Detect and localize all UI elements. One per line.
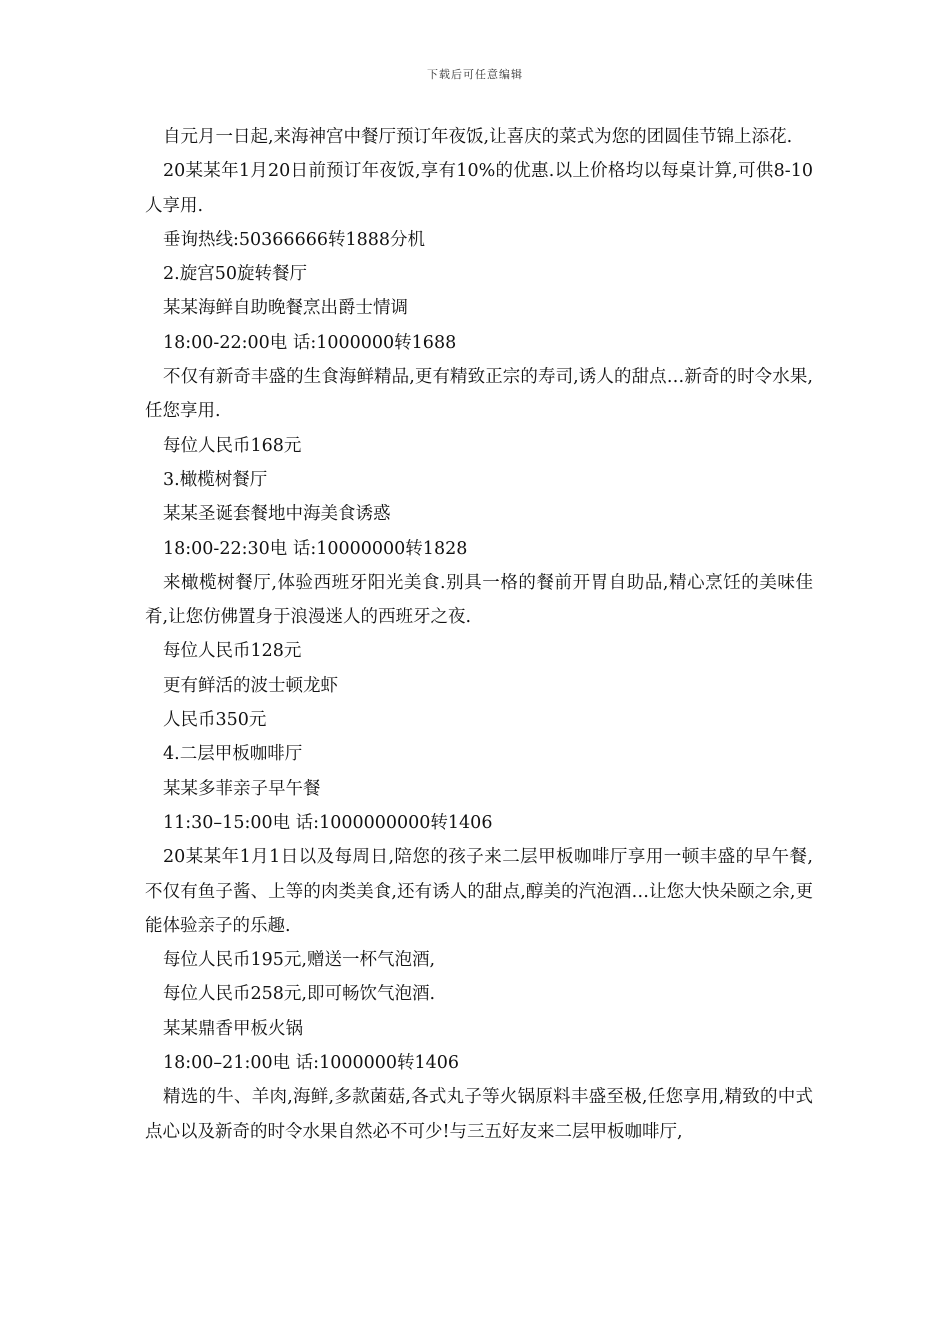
paragraph: 18:00-22:00电 话:1000000转1688 — [163, 332, 457, 353]
paragraph: 自元月一日起,来海神宫中餐厅预订年夜饭,让喜庆的菜式为您的团圆佳节锦上添花. — [163, 127, 793, 147]
paragraph: 18:00-22:30电 话:10000000转1828 — [163, 538, 468, 559]
paragraph: 每位人民币258元,即可畅饮气泡酒. — [163, 984, 436, 1005]
paragraph: 18:00–21:00电 话:1000000转1406 — [163, 1053, 460, 1074]
paragraph: 不仅有新奇丰盛的生食海鲜精品,更有精致正宗的寿司,诱人的甜点…新奇的时令水果,任您享用. — [145, 367, 813, 422]
paragraph: 每位人民币128元 — [163, 641, 302, 662]
paragraph: 某某圣诞套餐地中海美食诱惑 — [163, 504, 391, 525]
paragraph: 3.橄榄树餐厅 — [163, 469, 268, 490]
paragraph: 每位人民币195元,赠送一杯气泡酒, — [163, 950, 436, 971]
page-header: 下载后可任意编辑 — [427, 68, 523, 81]
paragraph: 人民币350元 — [163, 710, 267, 731]
paragraph: 20某某年1月20日前预订年夜饭,享有10%的优惠.以上价格均以每桌计算,可供8-10人享用. — [145, 161, 813, 216]
paragraph: 垂询热线:50366666转1888分机 — [163, 229, 426, 250]
paragraph: 4.二层甲板咖啡厅 — [163, 744, 303, 765]
paragraph: 11:30–15:00电 话:1000000000转1406 — [163, 812, 493, 833]
paragraph: 2.旋宫50旋转餐厅 — [163, 264, 307, 285]
document-body — [145, 120, 813, 1149]
paragraph: 每位人民币168元 — [163, 435, 302, 456]
paragraph: 精选的牛、羊肉,海鲜,多款菌菇,各式丸子等火锅原料丰盛至极,任您享用,精致的中式点心以及新奇的时令水果自然必不可少!与三五好友来二层甲板咖啡厅, — [145, 1087, 813, 1142]
paragraph: 某某海鲜自助晚餐烹出爵士情调 — [163, 298, 408, 319]
paragraph: 更有鲜活的波士顿龙虾 — [163, 675, 338, 696]
paragraph: 20某某年1月1日以及每周日,陪您的孩子来二层甲板咖啡厅享用一顿丰盛的早午餐,不仅有鱼子酱、上等的肉类美食,还有诱人的甜点,醇美的汽泡酒…让您大快朵颐之余,更能体验亲子的乐趣. — [145, 847, 813, 936]
paragraph: 来橄榄树餐厅,体验西班牙阳光美食.别具一格的餐前开胃自助品,精心烹饪的美味佳肴,让您仿佛置身于浪漫迷人的西班牙之夜. — [145, 572, 813, 628]
paragraph: 某某鼎香甲板火锅 — [163, 1018, 303, 1039]
paragraph: 某某多菲亲子早午餐 — [163, 778, 321, 799]
